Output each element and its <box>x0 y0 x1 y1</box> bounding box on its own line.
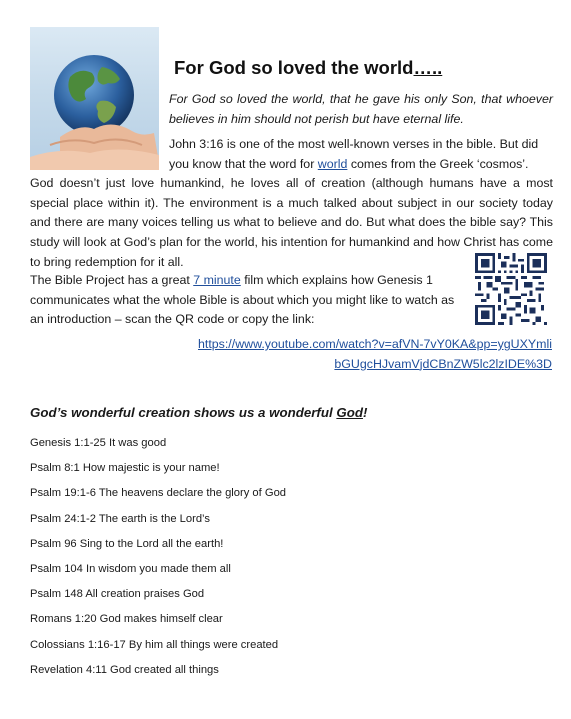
list-item: Genesis 1:1-25 It was good <box>30 437 167 449</box>
seven-minute-link[interactable]: 7 minute <box>193 273 241 287</box>
intro-rest: God doesn’t just love humankind, he loves all of creation (although humans have a most special place within it). The environment is a much talked about subject in our society today and there are many voices telling us what to believe and do. But what does the bible say? This study will look at God’s plan for the world, his intention for humankind and how Christ has come to bring redemption for it all. <box>30 176 553 269</box>
intro-paragraph <box>30 135 553 272</box>
scripture-reference-list <box>30 436 286 688</box>
list-item: Romans 1:20 God makes himself clear <box>30 613 223 626</box>
bible-project-paragraph: The Bible Project has a great 7 minute film which explains how Genesis 1 communicates what the whole Bible is about which you might like to watch as an introduction – scan the QR code or copy the link: <box>30 273 455 327</box>
intro-line-1: John 3:16 is one of the most well-known verses in the bible. But did <box>169 137 539 151</box>
youtube-link[interactable]: https://www.youtube.com/watch?v=afVN-7vY0KA&pp=ygUXYmlibGUgcHJvamVjdCBnZW5lc2lzIDE%3D <box>198 337 552 371</box>
list-item: Revelation 4:11 God created all things <box>30 663 219 676</box>
list-item: Psalm 24:1-2 The earth is the Lord’s <box>30 512 210 525</box>
world-link[interactable]: world <box>317 156 348 171</box>
list-item: Psalm 96 Sing to the Lord all the earth! <box>30 537 224 550</box>
list-item: Psalm 19:1-6 The heavens declare the glory of God <box>30 487 287 500</box>
section-heading: God’s wonderful creation shows us a wonderful God! <box>30 405 368 420</box>
list-item: Psalm 104 In wisdom you made them all <box>30 562 231 575</box>
page-title: For God so loved the world….. <box>174 57 443 78</box>
list-item: Psalm 8:1 How majestic is your name! <box>30 462 220 475</box>
list-item: Psalm 148 All creation praises God <box>30 588 205 601</box>
intro-line-2: you know that the word for world comes from the Greek ‘cosmos’. <box>169 156 529 171</box>
list-item: Colossians 1:16-17 By him all things were created <box>30 638 279 651</box>
qr-code[interactable] <box>475 253 547 325</box>
john-3-16-quote: For God so loved the world, that he gave his only Son, that whoever believes in him should not perish but have eternal life. <box>169 92 553 126</box>
